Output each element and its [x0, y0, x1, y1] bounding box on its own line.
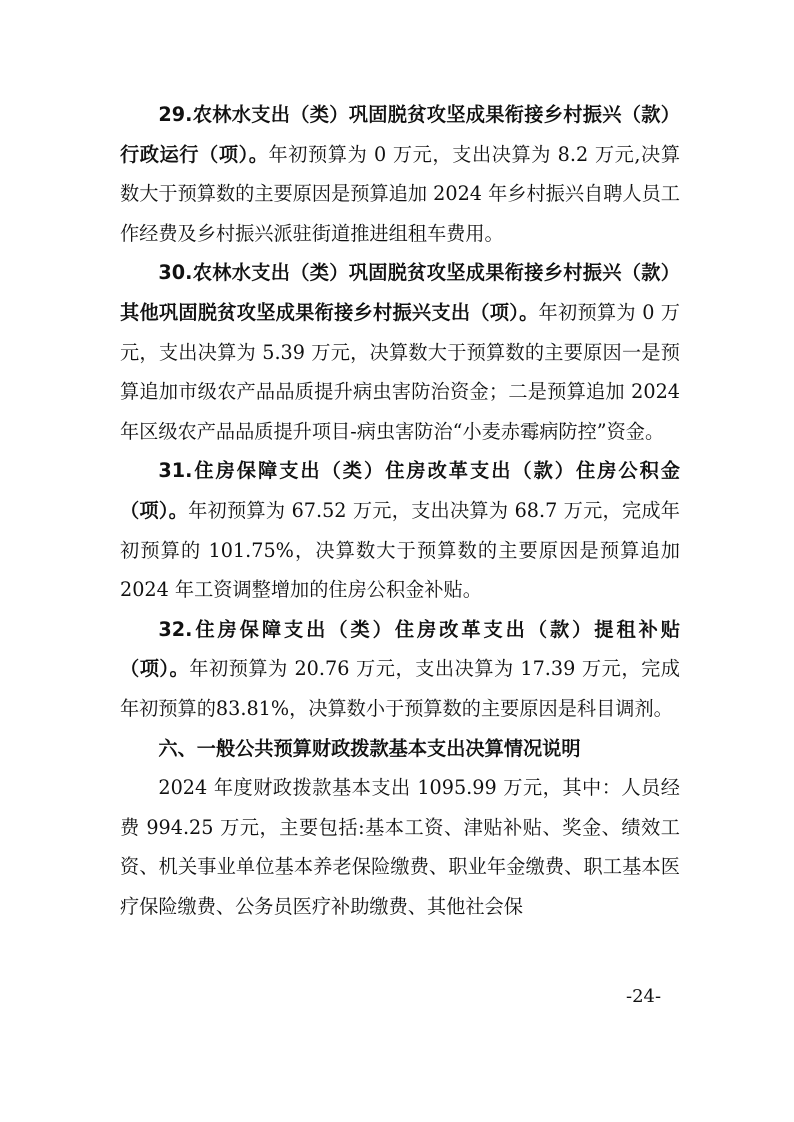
paragraph-31-text: 年初预算为 67.52 万元，支出决算为 68.7 万元，完成年初预算的 101.75%，决算数大于预算数的主要原因是预算追加 2024 年工资调整增加的住房公积金补贴。	[120, 498, 680, 602]
paragraph-32-heading: 32.住房保障支出（类）住房改革支出（款）提租补贴（项）。	[120, 617, 680, 681]
paragraph-31-heading: 31.住房保障支出（类）住房改革支出（款）住房公积金（项）。	[120, 459, 680, 522]
section-six-paragraph: 2024 年度财政拨款基本支出 1095.99 万元，其中：人员经费 994.25 万元，主要包括:基本工资、津贴补贴、奖金、绩效工资、机关事业单位基本养老保险缴费、职业年金缴费、职工基本医疗保险缴费、公务员医疗补助缴费、其他社会保	[120, 776, 680, 918]
paragraph-29-text: 年初预算为 0 万元，支出决算为 8.2 万元,决算数大于预算数的主要原因是预算追加 2024 年乡村振兴自聘人员工作经费及乡村振兴派驻街道推进组租车费用。	[120, 142, 681, 245]
paragraph-32-text: 年初预算为 20.76 万元，支出决算为 17.39 万元，完成年初预算的83.81%，决算数小于预算数的主要原因是科目调剂。	[120, 657, 680, 720]
paragraph-29	[120, 95, 680, 253]
page-number: -24-	[626, 986, 662, 1007]
paragraph-31	[120, 451, 680, 609]
section-six-title: 六、一般公共预算财政拨款基本支出决算情况说明	[158, 736, 581, 760]
paragraph-32	[120, 610, 680, 729]
paragraph-30	[120, 253, 680, 451]
paragraph-29-heading: 29.农林水支出（类）巩固脱贫攻坚成果衔接乡村振兴（款）行政运行（项）。	[120, 103, 680, 166]
paragraph-30-heading: 30.农林水支出（类）巩固脱贫攻坚成果衔接乡村振兴（款）其他巩固脱贫攻坚成果衔接乡村振兴支出（项）。	[120, 261, 680, 324]
page-content	[120, 95, 680, 926]
paragraph-30-text: 年初预算为 0 万元，支出决算为 5.39 万元，决算数大于预算数的主要原因一是预算追加市级农产品品质提升病虫害防治资金；二是预算追加 2024 年区级农产品品质提升项目-病虫害防治“小麦赤霉病防控”资金。	[120, 300, 680, 443]
